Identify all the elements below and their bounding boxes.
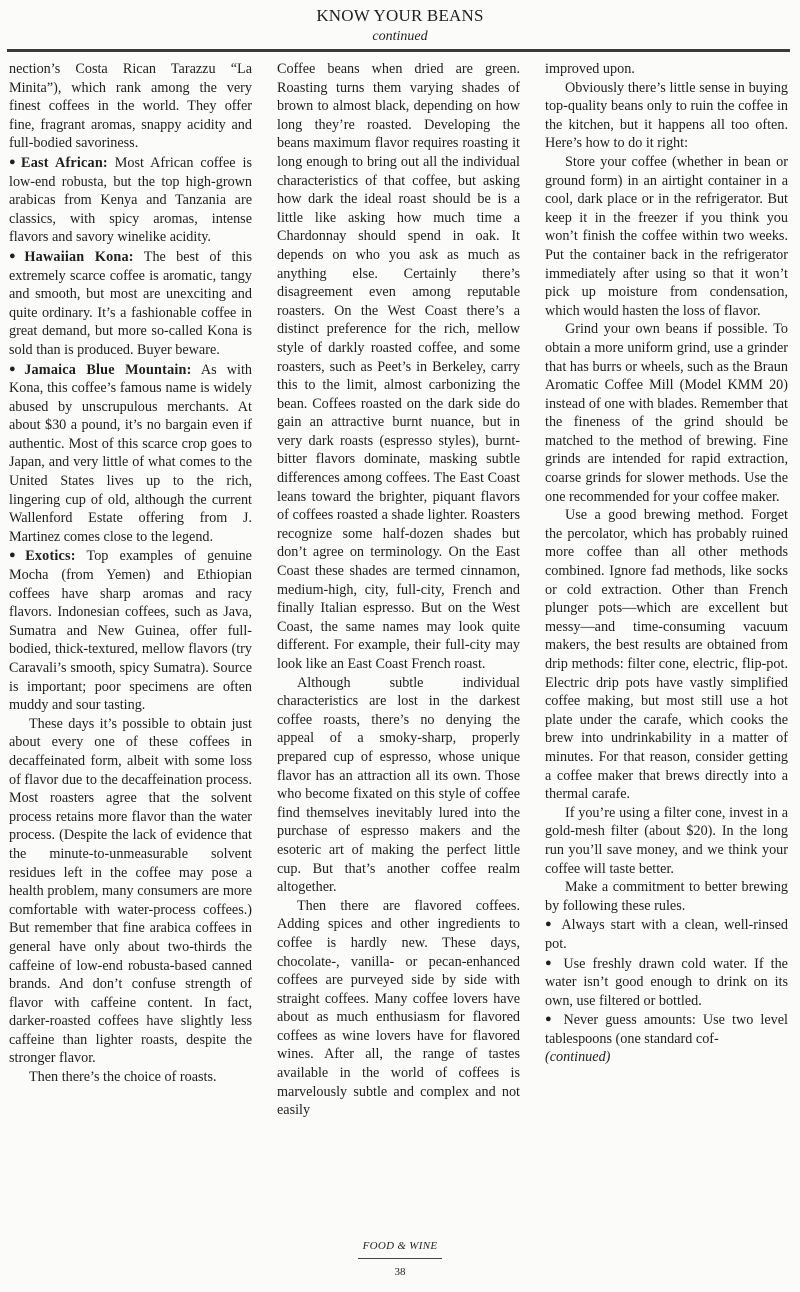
bullet-icon: ● [9,362,23,375]
article-title: KNOW YOUR BEANS [316,6,484,25]
entry-text: The best of this extremely scarce coffee is aromatic, tangy and smooth, but most are unexciting and quite ordinary. It’s a fashionable coffee in great demand, but more so-called Kona is sold than is produced. Buyer beware. [9,248,252,358]
entry-heading: Exotics: [25,548,76,565]
entry-heading: Jamaica Blue Mountain: [24,361,192,378]
coffee-entry [9,153,252,247]
brewing-rule [545,1010,788,1048]
continued-note: (continued) [545,1049,611,1066]
paragraph: nection’s Costa Rican Tarazzu “La Minita”), which rank among the very finest coffees in the world. They offer fine, fragrant aromas, snappy acidity and full-bodied savoriness. [9,61,252,152]
paragraph: If you’re using a filter cone, invest in a gold-mesh filter (about $20). In the long run you’ll save money, and we think your coffee will taste better. [545,804,788,877]
paragraph: Coffee beans when dried are green. Roasting turns them varying shades of brown to almost black, depending on how long they’re roasted. Developing the beans maximum flavor requires roasting it long enough to bring out all the individual characteristics of that coffee, but asking how dark the ideal roast should be is a little like asking how much time a Chardonnay should spend in oak. It depends on who you ask as much as anything else. Certainly there’s disagreement even among reputable roasters. On the West Coast there’s a distinct preference for the rich, mellow style of darkly roasted coffee, and some roasters, such as Peet’s in Berkeley, carry this to the limit, almost carbonizing the bean. Coffees roasted on the dark side do gain an attractive burnt nuance, but in very dark roasts (espresso styles), burnt-bitter flavors dominate, masking subtle differences among coffees. The East Coast leans toward the brighter, piquant flavors of coffees roasted a shade lighter. Roasters recognize some half-dozen shades but don’t agree on terminology. On the East Coast these shades are termed cinnamon, medium-high, city, full-city, French and finally Italian espresso. But on the West Coast, the same names may look quite different. For example, their full-city may look like an East Coast French roast. [277,61,520,672]
bullet-icon: ● [9,549,24,562]
entry-text: Most African coffee is low-end robusta, but the top high-grown arabicas from Kenya and Tanzania are classics, with spicy aromas, intense flavors and savory winelike acidity. [9,154,252,246]
coffee-entry [9,546,252,714]
paragraph: These days it’s possible to obtain just about every one of these coffees in decaffeinated form, albeit with some loss of flavor due to the decaffeination process. Most roasters agree that the solvent process retains more flavor than the water process. (Despite the lack of evidence that the minute-to-unmeasurable solvent residues left in the coffee may pose a health problem, many consumers are more comfortable with water-process coffees.) But remember that fine arabica coffees in general have only about two-thirds the caffeine of low-end robusta-based canned brands. And don’t confuse strength of flavor with caffeine content. In fact, darker-roasted coffees have slightly less caffeine than lighter roasts, despite the stronger flavor. [9,715,252,1067]
paragraph: Although subtle individual characteristics are lost in the darkest coffee roasts, there’s no denying the appeal of a smoky-sharp, properly prepared cup of espresso, whose unique flavor has an attraction all its own. Those who become fixated on this style of coffee find themselves inevitably lured into the purchase of espresso makers and the esoteric art of making the perfect little cup. But that’s another coffee realm altogether. [277,674,520,896]
paragraph: Use a good brewing method. Forget the percolator, which has probably ruined more coffee than all other methods combined. Ignore fad methods, like socks or cold extraction. Other than French plunger pots—which are excellent but messy—and time-consuming vacuum makers, the best results are obtained from drip methods: filter cone, electric, flip-pot. Electric drip pots have vastly simplified coffee making, but most still use a hot plate under the carafe, which cooks the brew into undrinkability in a matter of minutes. For that reason, consider getting a coffee maker that brews directly into a thermal carafe. [545,507,788,803]
footer-rule [358,1258,442,1259]
paragraph: Then there are flavored coffees. Adding spices and other ingredients to coffee is hardly new. These days, chocolate-, vanilla- or pecan-enhanced coffees are purveyed side by side with straight coffees. Many coffee lovers have about as much enthusiasm for flavored coffees as wine lovers have for flavored wines. After all, the range of tastes available in the world of coffees is marvelously subtle and complex and not easily [277,897,520,1119]
header-rule [7,49,790,52]
bullet-icon: ● [545,956,562,969]
coffee-entry [9,247,252,360]
brewing-rule [545,915,788,953]
rule-text: Never guess amounts: Use two level tablespoons (one standard cof- [545,1012,788,1047]
page-number: 38 [394,1266,406,1278]
column-1 [9,60,252,1087]
magazine-name: FOOD & WINE [362,1240,438,1252]
brewing-rule [545,954,788,1011]
bullet-icon: ● [9,249,23,262]
paragraph: Make a commitment to better brewing by following these rules. [545,879,788,914]
entry-heading: East African: [21,154,108,171]
entry-heading: Hawaiian Kona: [24,248,134,265]
article-subtitle: continued [372,29,428,44]
paragraph: Then there’s the choice of roasts. [29,1069,217,1086]
entry-text: Top examples of genuine Mocha (from Yemen) and Ethiopian coffees have sharp aromas and racy flavors. Indonesian coffees, such as Java, Sumatra and New Guinea, offer full-bodied, thick-textured, mellow flavors (try Caravali’s smooth, spicy Sumatra). Source is important; poor specimens are often muddy and sour tasting. [9,548,252,714]
paragraph: Grind your own beans if possible. To obtain a more uniform grind, use a grinder that has burrs or wheels, such as the Braun Aromatic Coffee Mill (Model KMM 20) instead of one with blades. Remember that the fineness of the grind should be matched to the method of brewing. Fine grinds are intended for rapid extraction, coarse grinds for slower methods. Use the one recommended for your coffee maker. [545,321,788,505]
rule-text: Always start with a clean, well-rinsed pot. [545,917,788,952]
column-3 [545,60,788,1067]
column-2 [277,60,520,1120]
bullet-icon: ● [545,918,560,931]
entry-text: As with Kona, this coffee’s famous name is widely abused by unscrupulous merchants. At about $30 a pound, it’s no bargain even if authentic. Most of this scarce crop goes to Japan, and very little of what comes to the United States lives up to the rich, lingering cup of old, although the current Wallenford Estate offering from J. Martinez comes close to the legend. [9,361,252,545]
rule-text: Use freshly drawn cold water. If the water isn’t good enough to drink on its own, use filtered or bottled. [545,955,788,1009]
paragraph: Store your coffee (whether in bean or ground form) in an airtight container in a cool, dark place or in the refrigerator. But keep it in the freezer if you think you won’t finish the coffee within two weeks. Put the container back in the refrigerator immediately after using so that it won’t pick up moisture from condensation, which would hasten the loss of flavor. [545,153,788,319]
coffee-entry [9,360,252,547]
paragraph: improved upon. [545,61,635,77]
paragraph: Obviously there’s little sense in buying top-quality beans only to ruin the coffee in the kitchen, but it happens all too often. Here’s how to do it right: [545,79,788,152]
bullet-icon: ● [545,1013,562,1026]
bullet-icon: ● [9,155,20,168]
